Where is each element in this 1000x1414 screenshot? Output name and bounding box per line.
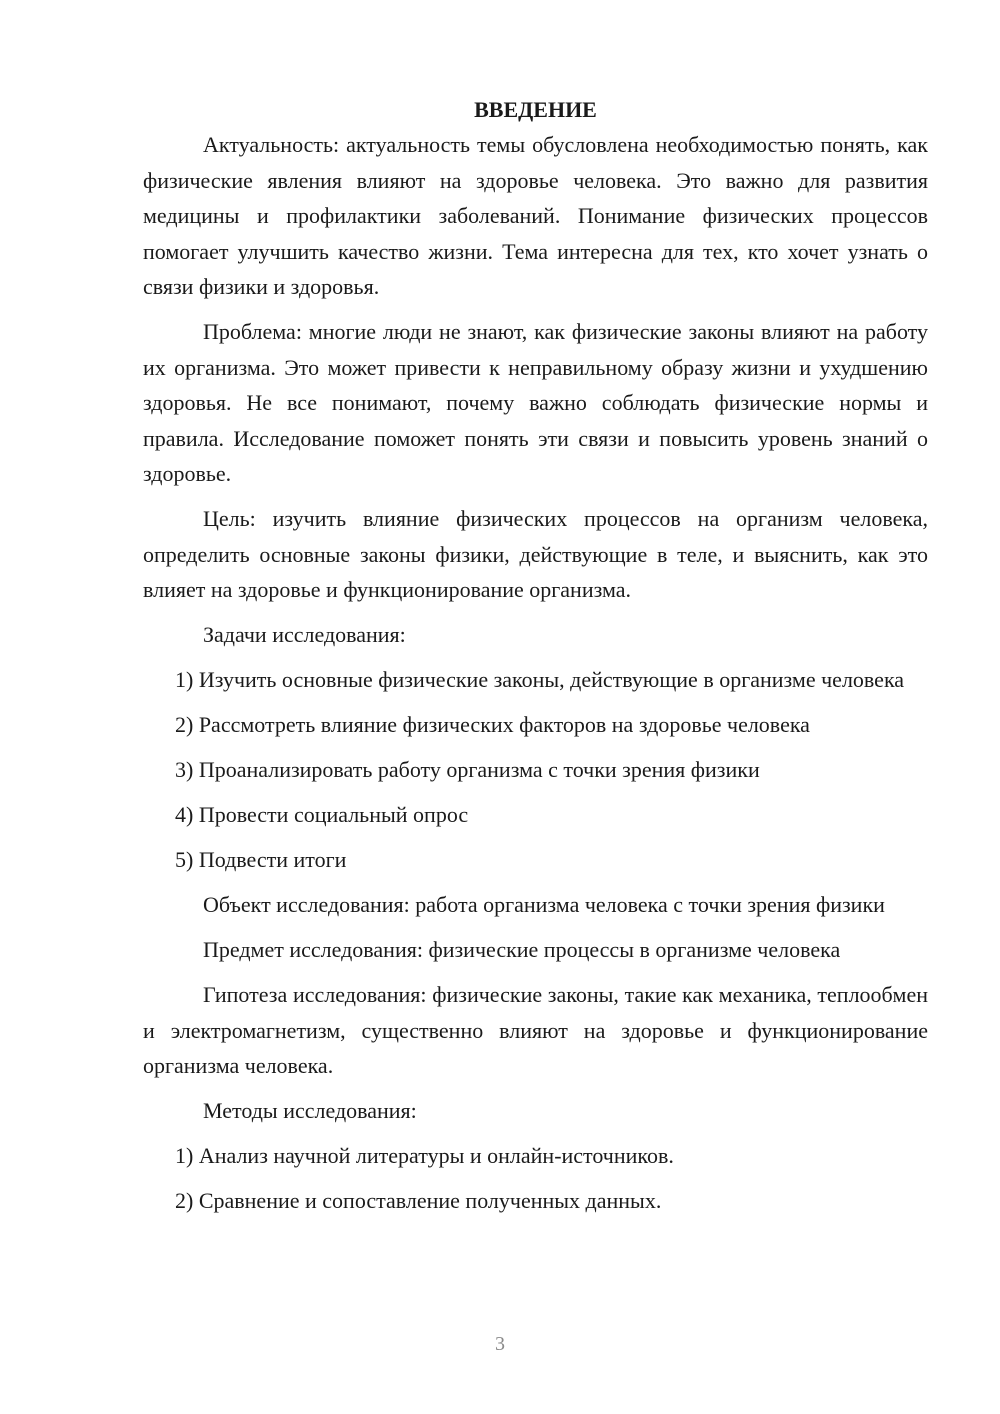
task-item-2: 2) Рассмотреть влияние физических факторов на здоровье человека xyxy=(175,712,810,737)
object-paragraph: Объект исследования: работа организма человека с точки зрения физики xyxy=(203,892,885,917)
method-item-1: 1) Анализ научной литературы и онлайн-источников. xyxy=(175,1143,674,1168)
task-item-3: 3) Проанализировать работу организма с точки зрения физики xyxy=(175,757,760,782)
method-item-2: 2) Сравнение и сопоставление полученных данных. xyxy=(175,1188,662,1213)
tasks-heading: Задачи исследования: xyxy=(203,622,406,647)
problem-paragraph: Проблема: многие люди не знают, как физические законы влияют на работу их организма. Это может привести к неправильному образу жизни и ухудшению здоровья. Не все понимают, почему важно соблюдать физические нормы и правила. Исследование поможет понять эти связи и повысить уровень знаний о здоровье. xyxy=(143,319,928,486)
page-number: 3 xyxy=(495,1333,505,1355)
methods-heading: Методы исследования: xyxy=(203,1098,417,1123)
subject-paragraph: Предмет исследования: физические процессы в организме человека xyxy=(203,937,841,962)
task-item-5: 5) Подвести итоги xyxy=(175,847,347,872)
section-heading: ВВЕДЕНИЕ xyxy=(474,97,597,122)
task-item-4: 4) Провести социальный опрос xyxy=(175,802,469,827)
relevance-paragraph: Актуальность: актуальность темы обусловлена необходимостью понять, как физические явления влияют на здоровье человека. Это важно для развития медицины и профилактики заболеваний. Понимание физических процессов помогает улучшить качество жизни. Тема интересна для тех, кто хочет узнать о связи физики и здоровья. xyxy=(143,132,928,299)
goal-paragraph: Цель: изучить влияние физических процессов на организм человека, определить основные законы физики, действующие в теле, и выяснить, как это влияет на здоровье и функционирование организма. xyxy=(143,506,928,602)
hypothesis-paragraph: Гипотеза исследования: физические законы, такие как механика, теплообмен и электромагнетизм, существенно влияют на здоровье и функционирование организма человека. xyxy=(143,982,928,1078)
document-page xyxy=(143,95,928,1228)
task-item-1: 1) Изучить основные физические законы, действующие в организме человека xyxy=(175,667,905,692)
